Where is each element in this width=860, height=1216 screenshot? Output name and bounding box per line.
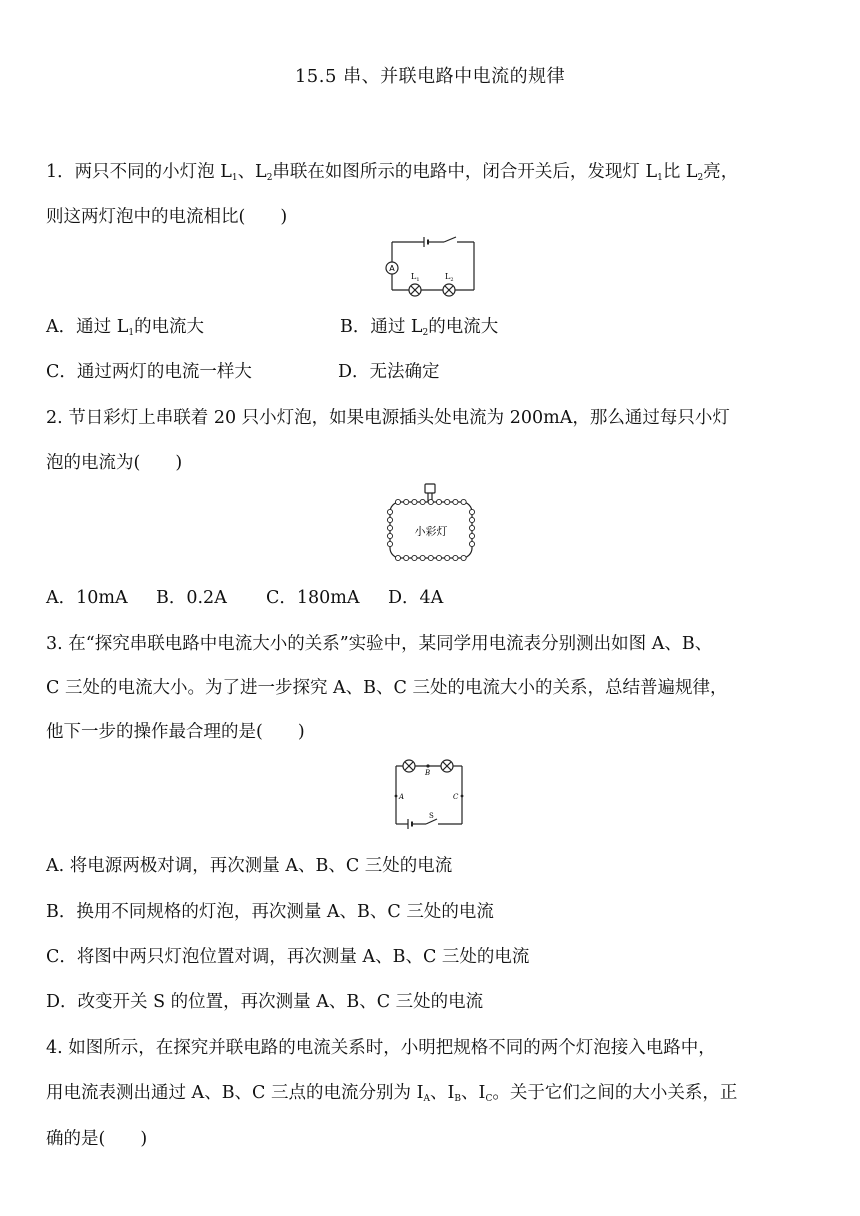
q4-text-b: 、I: [430, 1083, 455, 1103]
q1-sub-3: 1: [657, 173, 663, 183]
q4-text-d: 。关于它们之间的大小关系，正: [492, 1083, 738, 1103]
q1-opt-a-text2: 的电流大: [134, 317, 205, 337]
abc-circuit-figure: [392, 756, 468, 830]
point-c-label: C: [453, 793, 459, 801]
bulb-icon: [469, 525, 474, 530]
bulb-icon: [420, 499, 425, 504]
q4-sub-a: A: [423, 1094, 430, 1104]
bulb-icon: [387, 525, 392, 530]
bulb-icon: [420, 555, 425, 560]
q1-option-c[interactable]: C．通过两灯的电流一样大: [46, 362, 252, 382]
question-3-stem-line2: C 三处的电流大小。为了进一步探究 A、B、C 三处的电流大小的关系，总结普遍规律，: [46, 678, 728, 698]
q2-option-c[interactable]: C．180mA: [266, 588, 360, 608]
q1-option-d[interactable]: D．无法确定: [338, 362, 440, 382]
q2-option-a[interactable]: A．10mA: [46, 588, 128, 608]
q1-sub-4: 2: [697, 173, 704, 183]
bulb-icon: [412, 499, 417, 504]
question-3-stem-line3: 他下一步的操作最合理的是( ): [46, 722, 305, 742]
question-3-stem-line1: 3. 在“探究串联电路中电流大小的关系”实验中，某同学用电流表分别测出如图 A、B、: [46, 634, 713, 654]
point-a-label: A: [399, 793, 405, 801]
lamp-l1-label: $L_1$: [411, 272, 420, 283]
q1-text-e: 亮，: [703, 162, 739, 182]
q1-sub-2: 2: [266, 173, 273, 183]
bulb-icon: [436, 499, 441, 504]
point-b-label: B: [425, 769, 431, 777]
bulb-icon: [445, 555, 450, 560]
bulb-icon: [469, 541, 474, 546]
q4-sub-b: B: [454, 1094, 462, 1104]
bulb-icon: [404, 555, 409, 560]
bulb-icon: [428, 555, 433, 560]
q1-opt-b-sub: 2: [422, 328, 429, 338]
bulb-icon: [436, 555, 441, 560]
bulb-icon: [469, 509, 474, 514]
q2-option-d[interactable]: D．4A: [388, 588, 444, 608]
bulb-icon: [469, 533, 474, 538]
bulb-icon: [387, 509, 392, 514]
bulb-icon: [469, 517, 474, 522]
q1-text-c: 串联在如图所示的电路中，闭合开关后，发现灯 L: [272, 162, 658, 182]
q1-option-a[interactable]: [46, 313, 204, 338]
question-4-stem-line1: 4. 如图所示，在探究并联电路的电流关系时，小明把规格不同的两个灯泡接入电路中，: [46, 1038, 716, 1058]
q1-text-a: 1．两只不同的小灯泡 L: [46, 162, 232, 182]
q3-option-b[interactable]: B．换用不同规格的灯泡，再次测量 A、B、C 三处的电流: [46, 902, 494, 922]
q4-text-c: 、I: [461, 1083, 486, 1103]
bulb-icon: [387, 517, 392, 522]
bulb-icon: [387, 533, 392, 538]
q1-text-b: 、L: [237, 162, 267, 182]
q4-text-a: 用电流表测出通过 A、B、C 三点的电流分别为 I: [46, 1083, 424, 1103]
bulb-icon: [395, 499, 400, 504]
question-4-stem-line3: 确的是( ): [46, 1129, 148, 1149]
q3-option-d[interactable]: D．改变开关 S 的位置，再次测量 A、B、C 三处的电流: [46, 992, 484, 1012]
bulb-icon: [461, 499, 466, 504]
question-1-stem-line1: [46, 158, 738, 183]
bulb-icon: [387, 541, 392, 546]
series-circuit-figure: [384, 234, 484, 300]
bulb-icon: [461, 555, 466, 560]
q1-opt-a-sub: 1: [128, 328, 135, 338]
bulb-icon: [404, 499, 409, 504]
bulb-icon: [412, 555, 417, 560]
q1-text-d: 比 L: [662, 162, 698, 182]
q1-opt-b-text: B．通过 L: [340, 317, 423, 337]
string-lights-figure: [384, 482, 478, 566]
lamp-l2-label: $L_2$: [445, 272, 454, 283]
bulb-icon: [453, 499, 458, 504]
question-1-stem-line2: 则这两灯泡中的电流相比( ): [46, 207, 288, 227]
question-2-stem-line1: 2. 节日彩灯上串联着 20 只小灯泡，如果电源插头处电流为 200mA，那么通过每只小灯: [46, 408, 730, 428]
question-4-stem-line2: [46, 1079, 737, 1104]
switch-s-label: S: [429, 812, 434, 820]
q1-option-b[interactable]: [340, 313, 498, 338]
bulb-icon: [428, 499, 433, 504]
bulb-icon: [445, 499, 450, 504]
question-2-stem-line2: 泡的电流为( ): [46, 453, 183, 473]
q3-option-c[interactable]: C．将图中两只灯泡位置对调，再次测量 A、B、C 三处的电流: [46, 947, 530, 967]
string-lights-label: 小彩灯: [414, 525, 448, 538]
q1-opt-b-text2: 的电流大: [428, 317, 499, 337]
q4-sub-c: C: [485, 1094, 493, 1104]
q3-option-a[interactable]: A. 将电源两极对调，再次测量 A、B、C 三处的电流: [46, 856, 453, 876]
bulb-icon: [395, 555, 400, 560]
q1-opt-a-text: A．通过 L: [46, 317, 129, 337]
q2-option-b[interactable]: B．0.2A: [156, 588, 227, 608]
page-title: 15.5 串、并联电路中电流的规律: [294, 66, 566, 87]
bulb-icon: [453, 555, 458, 560]
q1-sub-1: 1: [231, 173, 238, 183]
ammeter-label: A: [389, 264, 395, 273]
